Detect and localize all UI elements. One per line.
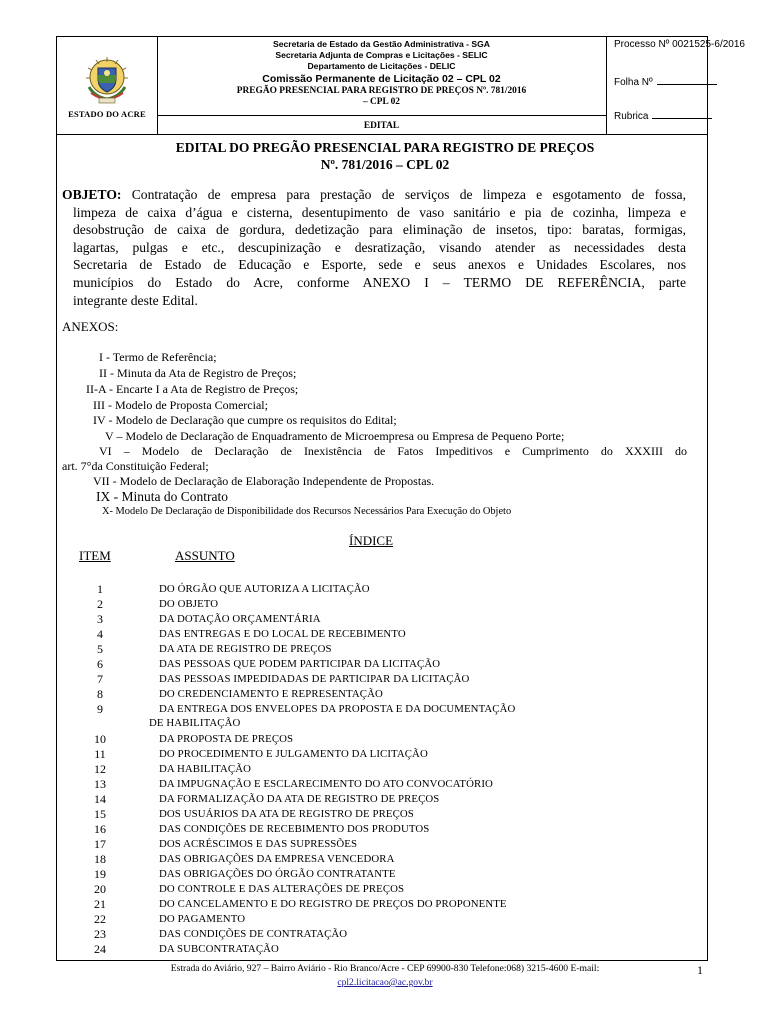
indice-item-number: 2 [97,597,103,611]
objeto-line: limpeza de caixa d’água e cisterna, desentupimento de vaso sanitário e pia de cozinha, limpeza e [73,204,686,220]
indice-item-number: 5 [97,642,103,656]
header-line-delic: Departamento de Licitações - DELIC [307,61,456,71]
footer-address: Estrada do Aviário, 927 – Bairro Aviário - Rio Branco/Acre - CEP 69900-830 Telefone:068) 3215-4600 E-mail: [170,963,600,974]
indice-item-number: 7 [97,672,103,686]
anexo-item: II-A - Encarte I a Ata de Registro de Preços; [86,382,299,396]
indice-item-number: 6 [97,657,103,671]
document-title: EDITAL DO PREGÃO PRESENCIAL PARA REGISTRO DE PREÇOS [175,140,595,155]
rubrica-label: Rubrica [614,111,649,122]
anexo-item: II - Minuta da Ata de Registro de Preços; [99,366,297,380]
anexo-item: V – Modelo de Declaração de Enquadramento de Microempresa ou Empresa de Pequeno Porte; [105,429,565,443]
indice-item-title: DO ÓRGÃO QUE AUTORIZA A LICITAÇÃO [159,583,370,595]
anexo-item: III - Modelo de Proposta Comercial; [93,398,268,412]
indice-item-number: 23 [94,927,106,941]
indice-item-number: 8 [97,687,103,701]
anexo-item: VII - Modelo de Declaração de Elaboração Independente de Propostas. [93,474,435,488]
indice-item-number: 11 [94,747,106,761]
indice-item-number: 1 [97,582,103,596]
objeto-line: integrante deste Edital. [73,292,198,308]
header-emblem-cell [57,37,158,134]
indice-item-title: DO CONTROLE E DAS ALTERAÇÕES DE PREÇOS [159,883,405,895]
anexo-item: IX - Minuta do Contrato [96,489,228,504]
indice-item-title: DO CREDENCIAMENTO E REPRESENTAÇÃO [159,688,383,700]
rubrica-blank-line [652,109,712,119]
objeto-paragraph [62,186,686,309]
header-line-selic: Secretaria Adjunta de Compras e Licitações - SELIC [275,50,488,60]
anexos-heading: ANEXOS: [62,319,119,334]
state-label: ESTADO DO ACRE [68,109,146,119]
indice-item-number: 17 [94,837,106,851]
indice-item-title: DO PROCEDIMENTO E JULGAMENTO DA LICITAÇÃO [159,748,428,760]
indice-item-title: DA PROPOSTA DE PREÇOS [159,733,294,745]
indice-item-title: DAS PESSOAS QUE PODEM PARTICIPAR DA LICITAÇÃO [159,658,441,670]
indice-item-number: 24 [94,942,106,956]
indice-item-title: DA HABILITAÇÃO [159,763,252,775]
indice-item-title: DA DOTAÇÃO ORÇAMENTÁRIA [159,613,321,625]
header-title-cell [157,37,607,134]
process-number: Processo Nº 0021525-6/2016 [614,39,745,50]
indice-item-number: 3 [97,612,103,626]
indice-item-title: DAS PESSOAS IMPEDIDADAS DE PARTICIPAR DA LICITAÇÃO [159,673,470,685]
header-line-cpl: – CPL 02 [363,97,400,107]
objeto-line: lagartas, pulgas e etc., descupinização e desratização, visando atender as necessidades desta [73,239,686,255]
indice-item-title: DAS OBRIGAÇÕES DO ÓRGÃO CONTRATANTE [159,868,396,880]
indice-item-number: 16 [94,822,106,836]
indice-item-title: DO PAGAMENTO [159,913,246,925]
indice-item-number: 10 [94,732,106,746]
indice-item-title-continuation: DE HABILITAÇÃO [149,717,241,729]
indice-item-number: 12 [94,762,106,776]
indice-item-title: DAS OBRIGAÇÕES DA EMPRESA VENCEDORA [159,853,395,865]
objeto-line: desobstrução de caixa de gordura, dedetização para eliminação de insetos, tipo: baratas, formigas, [73,222,686,238]
header-divider [157,115,606,116]
document-title-number: Nº. 781/2016 – CPL 02 [320,157,450,172]
objeto-line: OBJETO: Contratação de empresa para prestação de serviços de limpeza e esgotamento de fossa, [62,187,686,202]
indice-item-title: DAS ENTREGAS E DO LOCAL DE RECEBIMENTO [159,628,406,640]
indice-item-number: 20 [94,882,106,896]
folha-label: Folha Nº [614,77,653,88]
indice-col-assunto: ASSUNTO [175,548,235,563]
objeto-label: OBJETO: [62,187,122,202]
indice-item-title: DOS ACRÉSCIMOS E DAS SUPRESSÕES [159,838,358,850]
indice-item-title: DO OBJETO [159,598,219,610]
header-line-pregao: PREGÃO PRESENCIAL PARA REGISTRO DE PREÇOS Nº. 781/2016 [236,86,527,96]
indice-item-title: DA IMPUGNAÇÃO E ESCLARECIMENTO DO ATO CONVOCATÓRIO [159,778,493,790]
header-line-commission: Comissão Permanente de Licitação 02 – CPL 02 [262,73,501,85]
page-number: 1 [697,963,703,977]
indice-item-number: 18 [94,852,106,866]
footer-email-link[interactable]: cpl2.licitacao@ac.gov.br [337,977,433,988]
indice-item-number: 9 [97,702,103,716]
header-process-cell [606,37,745,134]
indice-item-number: 13 [94,777,106,791]
objeto-line: Secretaria de Estado de Educação e Esporte, sede e seus anexos e Unidades Escolares, nos [73,257,686,273]
anexo-item: IV - Modelo de Declaração que cumpre os requisitos do Edital; [93,413,397,427]
indice-item-number: 19 [94,867,106,881]
indice-item-number: 21 [94,897,106,911]
anexo-item: VI – Modelo de Declaração de Inexistência de Fatos Impeditivos e Cumprimento do XXXIII do [99,444,687,458]
indice-item-title: DAS CONDIÇÕES DE RECEBIMENTO DOS PRODUTOS [159,823,430,835]
indice-heading: ÍNDICE [349,533,394,548]
indice-item-title: DA ATA DE REGISTRO DE PREÇOS [159,643,332,655]
indice-item-number: 4 [97,627,103,641]
objeto-line: municípios do Estado do Acre, conforme ANEXO I – TERMO DE REFERÊNCIA, parte [73,274,686,290]
indice-item-title: DA SUBCONTRATAÇÃO [159,943,279,955]
anexo-item: I - Termo de Referência; [99,350,217,364]
folha-field [614,75,717,88]
rubrica-field [614,109,712,122]
anexo-item: X- Modelo De Declaração de Disponibilidade dos Recursos Necessários Para Execução do Objeto [102,506,512,517]
header-line-sga: Secretaria de Estado da Gestão Administrativa - SGA [273,39,490,49]
indice-item-title: DO CANCELAMENTO E DO REGISTRO DE PREÇOS DO PROPONENTE [159,898,507,910]
indice-item-title: DAS CONDIÇÕES DE CONTRATAÇÃO [159,928,348,940]
state-coat-of-arms-icon [79,53,135,109]
folha-blank-line [657,75,717,85]
indice-item-title: DOS USUÁRIOS DA ATA DE REGISTRO DE PREÇOS [159,808,414,820]
anexo-item-continuation: art. 7°da Constituição Federal; [62,459,209,473]
indice-col-item: ITEM [79,548,111,563]
indice-item-title: DA ENTREGA DOS ENVELOPES DA PROPOSTA E DA DOCUMENTAÇÃO [159,703,516,715]
indice-item-title: DA FORMALIZAÇÃO DA ATA DE REGISTRO DE PREÇOS [159,793,440,805]
header-edital-label: EDITAL [363,121,400,131]
document-header [56,36,745,135]
indice-item-number: 14 [94,792,106,806]
indice-item-number: 22 [94,912,106,926]
indice-item-number: 15 [94,807,106,821]
